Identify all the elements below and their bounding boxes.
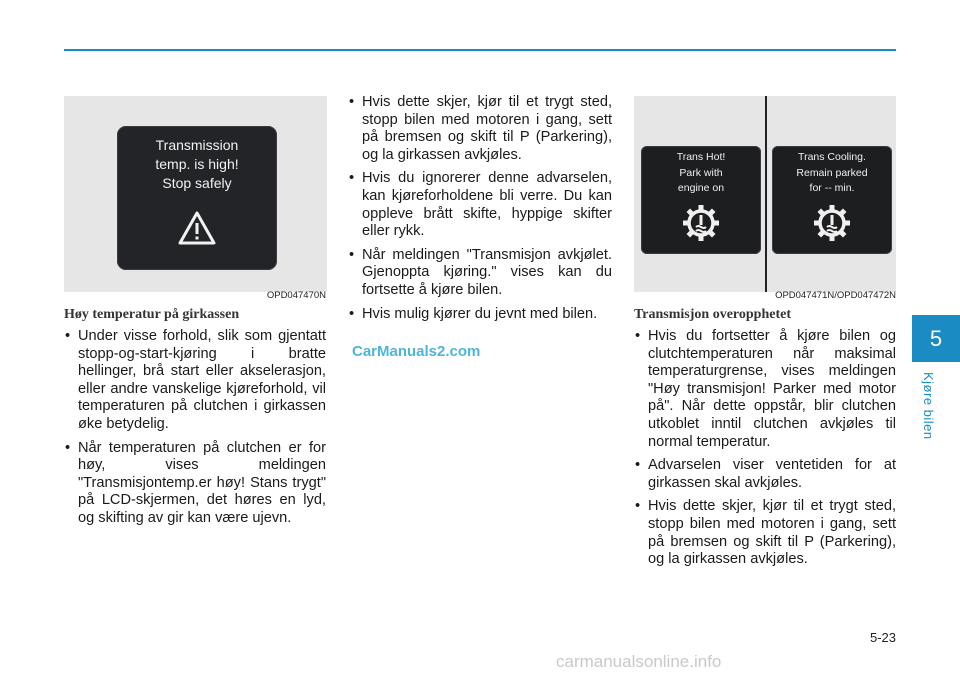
lcd-warning-display bbox=[117, 126, 277, 270]
watermark-bottom: carmanualsonline.info bbox=[556, 652, 722, 671]
lcd-hot-line-2: Park with bbox=[679, 166, 723, 179]
list-item: • Hvis dette skjer, kjør til et trygt sted, stopp bilen med motoren i gang, sett på bremsen og skift til P (Parkering), og la girkassen avkjøles. bbox=[348, 94, 612, 164]
lcd-trans-hot bbox=[641, 146, 761, 254]
list-item: • Når temperaturen på clutchen er for høy, vises meldingen "Transmisjontemp.er høy! Stans trygt" på LCD-skjermen, det høres en lyd, og skifting av gir kan være ujevn. bbox=[64, 440, 326, 528]
lcd-cool-line-2: Remain parked bbox=[796, 166, 868, 179]
side-label-text: Kjøre bilen bbox=[921, 372, 936, 440]
figure1-caption: OPD047470N bbox=[266, 290, 326, 301]
col3-bullets bbox=[634, 328, 896, 575]
heading-high-temp: Høy temperatur på girkassen bbox=[64, 307, 240, 322]
lcd-hot-line-3: engine on bbox=[677, 182, 725, 194]
lcd-line-2: temp. is high! bbox=[155, 156, 239, 172]
list-item: • Under visse forhold, slik som gjentatt stopp-og-start-kjøring i bratte hellinger, brå start eller akselerasjon, eller andre vanskelige kjøreforhold, vil temperaturen på clutchen i girkassen øke betydelig. bbox=[64, 328, 326, 434]
list-item: • Hvis mulig kjører du jevnt med bilen. bbox=[348, 306, 612, 324]
transmission-gear-icon bbox=[682, 204, 720, 242]
section-side-label bbox=[921, 372, 943, 462]
figure-divider bbox=[765, 96, 767, 292]
lcd-trans-cooling bbox=[772, 146, 892, 254]
lcd-hot-line-1: Trans Hot! bbox=[676, 151, 726, 163]
section-tab: 5 bbox=[912, 315, 960, 362]
lcd-line-1: Transmission bbox=[155, 137, 239, 153]
list-item: • Hvis du ignorerer denne advarselen, kan kjøreforholdene bli verre. Du kan oppleve brått skifte, hyppige skifter eller rykk. bbox=[348, 170, 612, 240]
list-item: • Hvis dette skjer, kjør til et trygt sted, stopp bilen med motoren i gang, sett på bremsen og skift til P (Parkering), og la girkassen avkjøles. bbox=[634, 498, 896, 568]
figure2-caption: OPD047471N/OPD047472N bbox=[775, 290, 896, 301]
header-rule bbox=[64, 49, 896, 51]
warning-triangle-icon bbox=[177, 210, 217, 246]
page-number: 5-23 bbox=[869, 630, 896, 645]
list-item: • Hvis du fortsetter å kjøre bilen og clutchtemperaturen når maksimal temperaturgrense, vises meldingen "Høy transmisjon! Parker med motor på". Når dette oppstår, blir clutchen utkoblet inntil clutchen avkjøles til normal temperatur. bbox=[634, 328, 896, 451]
list-item: • Når meldingen "Transmisjon avkjølet. Gjenoppta kjøring." vises kan du fortsette å kjøre bilen. bbox=[348, 247, 612, 300]
lcd-line-3: Stop safely bbox=[162, 175, 232, 191]
lcd-cool-line-1: Trans Cooling. bbox=[798, 151, 866, 163]
list-item: • Advarselen viser ventetiden for at girkassen skal avkjøles. bbox=[634, 457, 896, 492]
heading-overheat: Transmisjon overopphetet bbox=[634, 307, 791, 322]
col2-bullets bbox=[348, 94, 612, 329]
watermark-top: CarManuals2.com bbox=[352, 343, 481, 360]
transmission-gear-icon bbox=[813, 204, 851, 242]
col1-bullets bbox=[64, 328, 326, 534]
lcd-cool-line-3: for -- min. bbox=[809, 182, 855, 194]
